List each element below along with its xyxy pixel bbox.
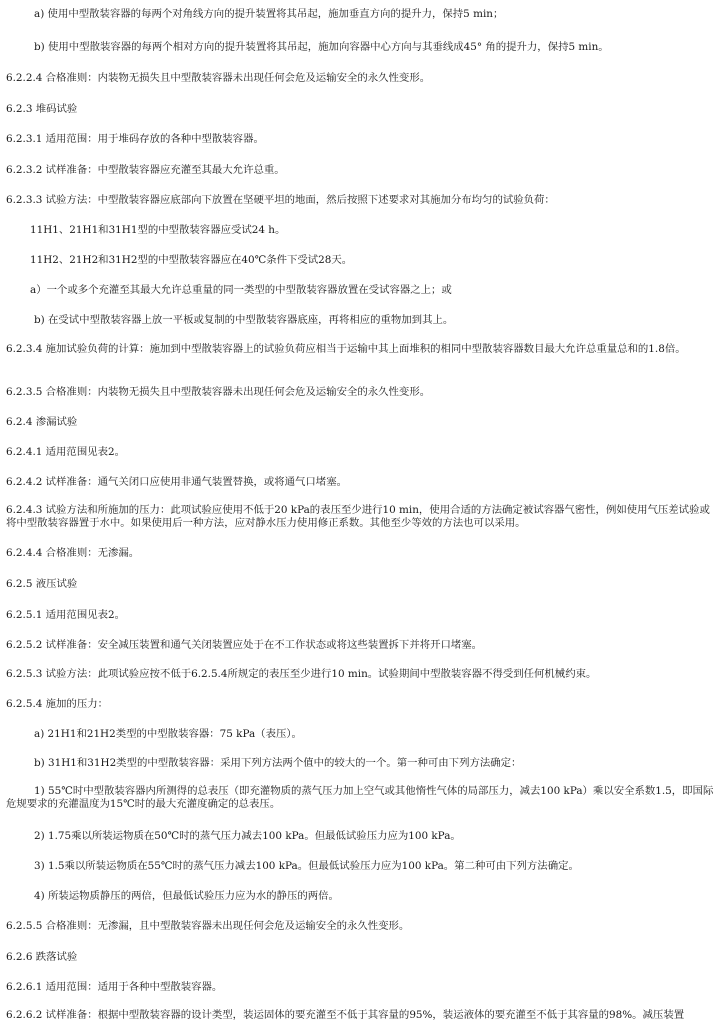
clause-6-2-3-1: 6.2.3.1 适用范围：用于堆码存放的各种中型散装容器。 [6, 133, 264, 146]
section-heading-6-2-5: 6.2.5 液压试验 [6, 578, 78, 591]
clause-6-2-3-4: 6.2.3.4 施加试验负荷的计算：施加到中型散装容器上的试验负荷应相当于运输中其上面堆积的相同中型散装容器数目最大允许总重量总和的1.8倍。 [6, 343, 686, 356]
list-item-2-vapour-pressure-50c: 2) 1.75乘以所装运物质在50℃时的蒸气压力减去100 kPa。但最低试验压力应为100 kPa。 [34, 830, 461, 843]
list-item-4-static-pressure: 4) 所装运物质静压的两倍，但最低试验压力应为水的静压的两倍。 [34, 890, 339, 903]
clause-6-2-5-5: 6.2.5.5 合格准则：无渗漏，且中型散装容器未出现任何会危及运输安全的永久性变形。 [6, 920, 410, 933]
section-heading-6-2-3: 6.2.3 堆码试验 [6, 103, 78, 116]
list-item-1-total-gauge-pressure: 1) 55℃时中型散装容器内所测得的总表压（即充灌物质的蒸气压力加上空气或其他惰性气体的局部压力，减去100 kPa）乘以安全系数1.5，即国际危规要求的充灌温度为15℃时的最大充灌度确定的总表压。 [6, 785, 714, 811]
clause-6-2-4-3: 6.2.4.3 试验方法和所施加的压力：此项试验应使用不低于20 kPa的表压至少进行10 min，使用合适的方法确定被试容器气密性，例如使用气压差试验或将中型散装容器置于水中。如果使用后一种方法，应对静水压力使用修正系数。其他至少等效的方法也可以采用。 [6, 504, 710, 530]
list-item-a-diagonal-lifting: a) 使用中型散装容器的每两个对角线方向的提升装置将其吊起，施加垂直方向的提升力，保持5 min； [34, 8, 504, 21]
clause-6-2-3-2: 6.2.3.2 试样准备：中型散装容器应充灌至其最大允许总重。 [6, 164, 285, 177]
section-heading-6-2-6: 6.2.6 跌落试验 [6, 951, 78, 964]
list-item-a-pressure: a) 21H1和21H2类型的中型散装容器：75 kPa（表压）。 [34, 728, 302, 741]
list-item-b-pressure: b) 31H1和31H2类型的中型散装容器：采用下列方法两个值中的较大的一个。第一种可由下列方法确定： [34, 757, 522, 770]
clause-6-2-4-2: 6.2.4.2 试样准备：通气关闭口应使用非通气装置替换，或将通气口堵塞。 [6, 476, 347, 489]
list-item-b-stacking: b) 在受试中型散装容器上放一平板或复制的中型散装容器底座，再将相应的重物加到其上。 [34, 314, 454, 327]
clause-6-2-3-3: 6.2.3.3 试验方法：中型散装容器应底部向下放置在坚硬平坦的地面，然后按照下述要求对其施加分布均匀的试验负荷： [6, 194, 555, 207]
list-item-3-vapour-pressure-55c: 3) 1.5乘以所装运物质在55℃时的蒸气压力减去100 kPa。但最低试验压力应为100 kPa。第二种可由下列方法确定。 [34, 860, 579, 873]
clause-6-2-5-3: 6.2.5.3 试验方法：此项试验应按不低于6.2.5.4所规定的表压至少进行10 min。试验期间中型散装容器不得受到任何机械约束。 [6, 668, 597, 681]
clause-6-2-4-4: 6.2.4.4 合格准则：无渗漏。 [6, 547, 140, 560]
clause-6-2-6-2: 6.2.6.2 试样准备：根据中型散装容器的设计类型，装运固体的要充灌至不低于其容量的95%，装运液体的要充灌至不低于其容量的98%。减压装置 [6, 1009, 685, 1022]
list-item-b-opposite-lifting: b) 使用中型散装容器的每两个相对方向的提升装置将其吊起，施加向容器中心方向与其垂线成45° 角的提升力，保持5 min。 [34, 41, 609, 54]
paragraph-11h1-test-duration: 11H1、21H1和31H1型的中型散装容器应受试24 h。 [30, 224, 286, 237]
clause-6-2-4-1: 6.2.4.1 适用范围见表2。 [6, 446, 125, 459]
clause-6-2-2-4: 6.2.2.4 合格准则：内装物无损失且中型散装容器未出现任何会危及运输安全的永久性变形。 [6, 72, 431, 85]
clause-6-2-6-1: 6.2.6.1 适用范围：适用于各种中型散装容器。 [6, 981, 223, 994]
paragraph-11h2-test-duration: 11H2、21H2和31H2型的中型散装容器应在40℃条件下受试28天。 [30, 254, 353, 267]
section-heading-6-2-4: 6.2.4 渗漏试验 [6, 416, 78, 429]
list-item-a-stacking: a）一个或多个充灌至其最大允许总重量的同一类型的中型散装容器放置在受试容器之上；或 [30, 284, 452, 297]
clause-6-2-5-4: 6.2.5.4 施加的压力： [6, 698, 108, 711]
clause-6-2-5-2: 6.2.5.2 试样准备：安全减压装置和通气关闭装置应处于在不工作状态或将这些装置拆下并将开口堵塞。 [6, 639, 483, 652]
clause-6-2-3-5: 6.2.3.5 合格准则：内装物无损失且中型散装容器未出现任何会危及运输安全的永久性变形。 [6, 386, 431, 399]
clause-6-2-5-1: 6.2.5.1 适用范围见表2。 [6, 609, 125, 622]
